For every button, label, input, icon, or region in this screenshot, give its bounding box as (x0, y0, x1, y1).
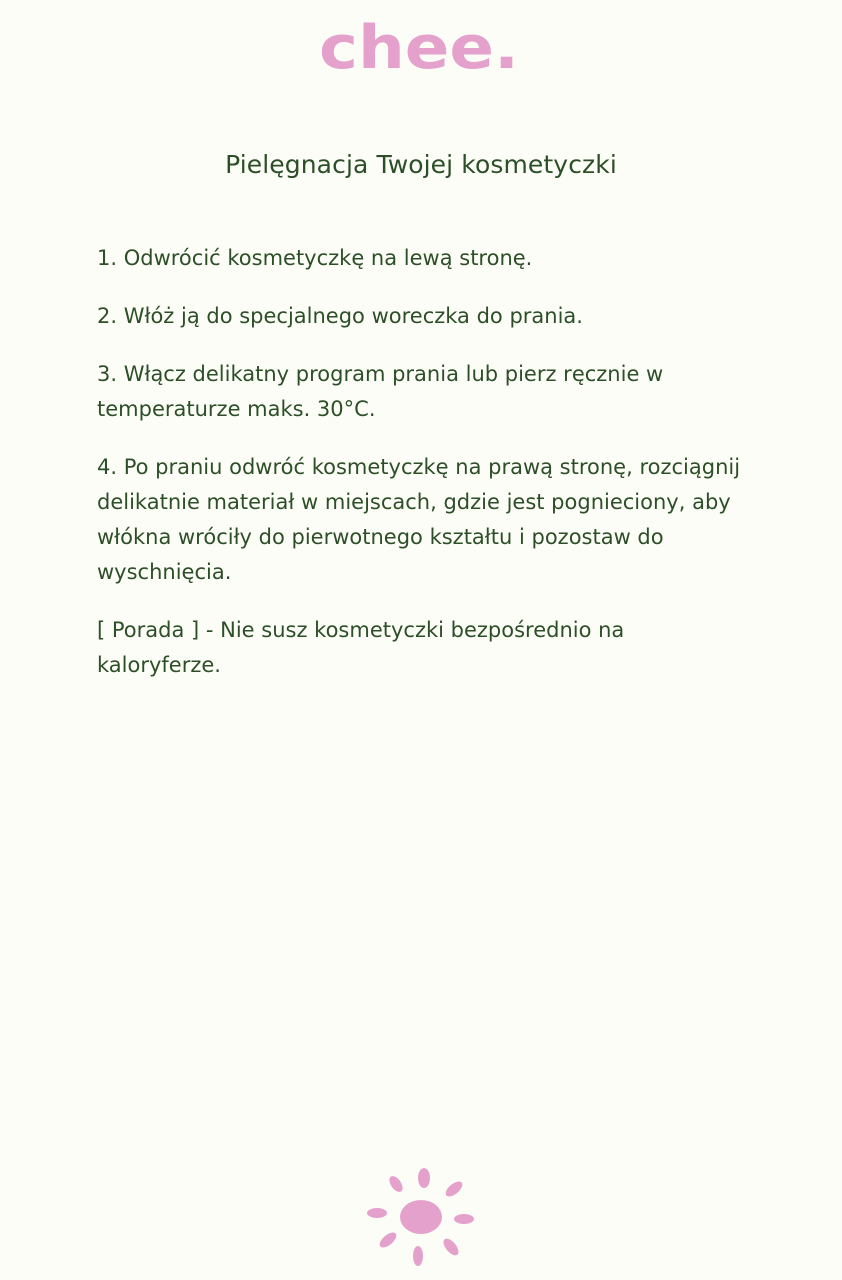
instruction-step-1: 1. Odwrócić kosmetyczkę na lewą stronę. (97, 246, 533, 270)
page-title: Pielęgnacja Twojej kosmetyczki (225, 150, 617, 179)
instruction-step-3: 3. Włącz delikatny program prania lub pierz ręcznie w temperaturze maks. 30°C. (97, 362, 664, 421)
tip-note: [ Porada ] - Nie susz kosmetyczki bezpośrednio na kaloryferze. (97, 618, 625, 677)
instruction-step-4: 4. Po praniu odwróć kosmetyczkę na prawą stronę, rozciągnij delikatnie materiał w miejscach, gdzie jest pognieciony, aby włókna wróciły do pierwotnego kształtu i pozostaw do wyschnięcia. (97, 455, 741, 584)
brand-logo-text: chee. (319, 13, 519, 83)
care-instructions (97, 241, 747, 706)
sun-icon (360, 1162, 482, 1272)
brand-logo (0, 10, 842, 90)
instruction-step-2: 2. Włóż ją do specjalnego woreczka do prania. (97, 304, 583, 328)
brand-logo-icon (311, 10, 531, 88)
